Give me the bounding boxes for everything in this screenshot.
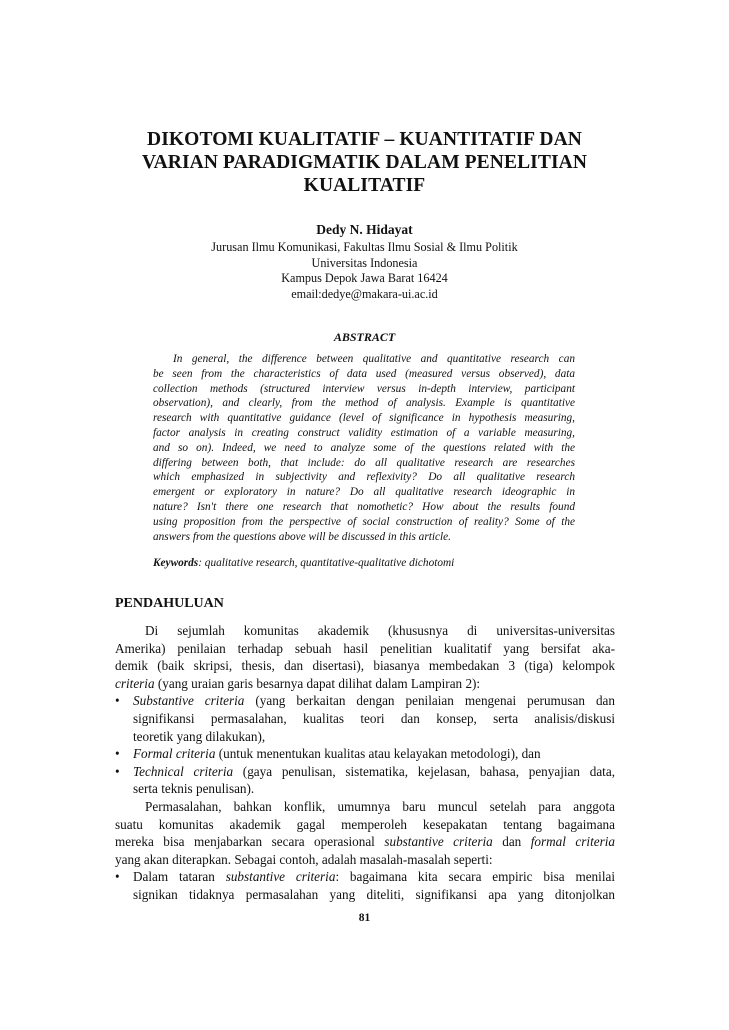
abstract-line: factor analysis in creating construct validity estimation of a variable measuring, (153, 426, 575, 439)
author-name: Dedy N. Hidayat (316, 222, 413, 237)
body-fragment: (gaya penulisan, sistematika, kejelasan, bahasa, penyajian data, (233, 763, 615, 779)
author-affiliation (0, 240, 729, 302)
abstract-line: answers from the questions above will be discussed in this article. (153, 530, 451, 543)
body-text (115, 622, 615, 904)
title-line: VARIAN PARADIGMATIK DALAM PENELITIAN (141, 152, 588, 173)
abstract-line: observation), and clearly, from the method of analysis. Example is quantitative (153, 397, 575, 410)
abstract-text (153, 352, 575, 544)
abstract-line: using proposition from the perspective of social construction of reality? Some of the (153, 515, 575, 528)
body-line: yang akan diterapkan. Sebagai contoh, adalah masalah-masalah seperti: (115, 851, 493, 867)
bullet-icon: • (115, 763, 120, 779)
abstract-line: be seen from the characteristics of data used (measured versus observed), data (153, 367, 575, 380)
abstract-line: and so on). Indeed, we need to analyze some of the questions related with the (153, 441, 575, 454)
body-line: teoretik yang dilakukan), (133, 728, 266, 744)
abstract-line: which emphasized in subjectivity and reflexivity? Do all qualitative research (153, 471, 575, 484)
body-line (115, 833, 615, 851)
body-line (115, 675, 615, 693)
bullet-icon: • (115, 693, 120, 709)
body-line: signikan tidaknya permasalahan yang diteliti, signifikansi apa yang ditonjolkan (133, 886, 615, 902)
body-fragment: : bagaimana kita secara empiric bisa menilai (335, 869, 615, 885)
italic-term: Technical criteria (133, 763, 234, 779)
title-line: KUALITATIF (303, 175, 426, 196)
abstract-heading: ABSTRACT (333, 330, 396, 344)
keywords-text: : qualitative research, quantitative-qualitative dichotomi (198, 557, 455, 569)
italic-term: Substantive criteria (133, 693, 245, 709)
abstract-line: emergent or exploratory in nature? Do all qualitative research ideographic in (153, 486, 575, 499)
bullet-item (115, 763, 615, 781)
body-line: demik (baik skripsi, thesis, dan disertasi), biasanya membedakan 3 (tiga) kelompok (115, 658, 615, 674)
keywords (153, 557, 454, 569)
body-fragment: (yang uraian garis besarnya dapat dilihat dalam Lampiran 2): (154, 675, 481, 691)
abstract-line: research with quantitative guidance (level of significance in hypothesis measuring, (153, 412, 575, 425)
body-line: Permasalahan, bahkan konflik, umumnya baru muncul setelah para anggota (145, 798, 615, 814)
abstract-line: collection methods (structured interview versus in-depth interview, participant (153, 382, 575, 395)
section-heading: PENDAHULUAN (115, 596, 224, 611)
italic-term: substantive criteria (384, 834, 493, 850)
title-line: DIKOTOMI KUALITATIF – KUANTITATIF DAN (147, 129, 582, 150)
italic-term: substantive criteria (225, 869, 336, 885)
affiliation-line: Kampus Depok Jawa Barat 16424 (281, 271, 448, 285)
italic-term: formal criteria (530, 834, 615, 850)
abstract-line: differing between both, that include: do all qualitative research are researches (153, 456, 575, 469)
body-line: Amerika) penilaian terhadap sebuah hasil penelitian kualitatif yang bersifat aka- (115, 640, 615, 656)
body-fragment: Dalam tataran (133, 869, 226, 885)
bullet-icon: • (115, 869, 120, 885)
author-email: email:dedye@makara-ui.ac.id (291, 286, 438, 301)
body-fragment: (untuk menentukan kualitas atau kelayakan metodologi), dan (215, 746, 541, 762)
affiliation-line: Universitas Indonesia (311, 255, 418, 270)
abstract-line: In general, the difference between qualitative and quantitative research can (173, 353, 575, 365)
abstract-line: nature? Isn't there one research that nomothetic? How about the results found (153, 500, 575, 513)
bullet-icon: • (115, 746, 120, 762)
bullet-item (115, 692, 615, 710)
body-line: serta teknis penulisan). (133, 781, 255, 797)
body-fragment: (yang berkaitan dengan penilaian mengenai perumusan dan (244, 693, 615, 709)
italic-term: criteria (115, 675, 155, 691)
keywords-label: Keywords (153, 557, 199, 569)
body-line: Di sejumlah komunitas akademik (khususnya di universitas-universitas (145, 623, 615, 638)
paper-title (80, 128, 649, 197)
affiliation-line: Jurusan Ilmu Komunikasi, Fakultas Ilmu Sosial & Ilmu Politik (211, 240, 518, 254)
page-number: 81 (358, 912, 371, 924)
italic-term: Formal criteria (133, 746, 216, 762)
body-line: signifikansi permasalahan, kualitas teori dan konsep, serta analisis/diskusi (133, 710, 615, 726)
body-fragment: mereka bisa menjabarkan secara operasional (115, 834, 385, 850)
bullet-item (115, 868, 615, 886)
body-fragment: dan (492, 834, 531, 850)
body-line: suatu komunitas akademik gagal memperoleh kesepakatan tentang bagaimana (115, 816, 615, 832)
bullet-item (115, 745, 615, 763)
